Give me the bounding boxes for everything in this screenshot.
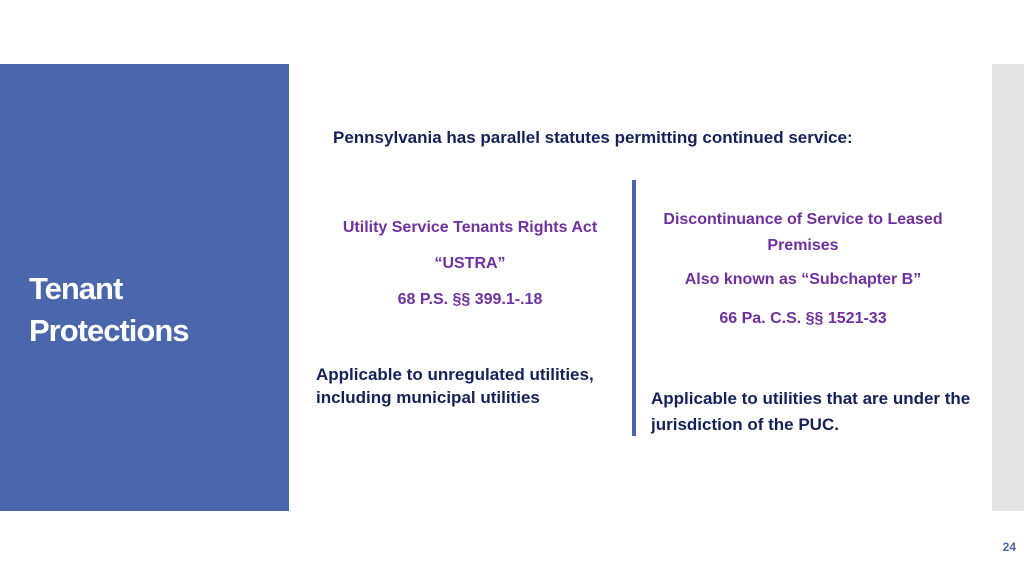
left-statute-name: Utility Service Tenants Rights Act (342, 219, 598, 236)
left-statute-citation: 68 P.S. §§ 399.1-.18 (397, 291, 543, 308)
right-statute-aka: Also known as “Subchapter B” (684, 271, 922, 288)
right-statute-citation: 66 Pa. C.S. §§ 1521-33 (719, 310, 887, 327)
right-statute-name: Discontinuance of Service to Leased Premises (663, 211, 943, 254)
left-applicability: Applicable to unregulated utilities, including municipal utilities (316, 365, 594, 407)
column-divider (632, 180, 636, 436)
right-applicability: Applicable to utilities that are under the jurisdiction of the PUC. (651, 389, 971, 434)
page-number: 24 (1002, 540, 1016, 554)
right-accent-bar (992, 64, 1024, 511)
slide-title: Tenant Protections (29, 271, 189, 348)
left-statute-acronym: “USTRA” (434, 255, 506, 272)
intro-text: Pennsylvania has parallel statutes permitting continued service: (333, 128, 853, 147)
